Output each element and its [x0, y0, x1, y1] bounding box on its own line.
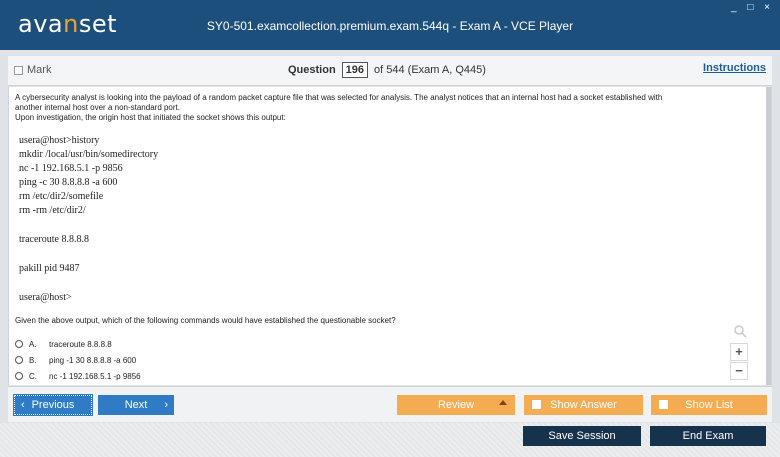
- review-label: Review: [437, 399, 475, 411]
- answer-option-a[interactable]: [15, 336, 141, 352]
- mark-checkbox-box[interactable]: [14, 66, 23, 75]
- code-line: rm -rm /etc/dir2/: [19, 205, 86, 216]
- question-line: Upon investigation, the origin host that initiated the socket shows this output:: [15, 113, 286, 122]
- code-line: nc -1 192.168.5.1 -p 9856: [19, 163, 123, 174]
- radio-button[interactable]: [15, 340, 23, 348]
- search-icon[interactable]: [733, 324, 747, 338]
- end-exam-button[interactable]: End Exam: [650, 426, 766, 446]
- question-of-total: of 544 (Exam A, Q445): [374, 64, 486, 76]
- previous-button[interactable]: [14, 395, 92, 415]
- chevron-left-icon: ‹: [21, 399, 25, 411]
- question-panel: [8, 87, 772, 385]
- code-line: mkdir /local/usr/bin/somedirectory: [19, 149, 159, 160]
- show-answer-button[interactable]: [524, 395, 643, 415]
- question-line: A cybersecurity analyst is looking into the payload of a random packet capture file that was selected for analysis. The analyst notices that an internal host had a socket established with: [15, 93, 663, 102]
- next-label: Next: [124, 399, 148, 411]
- mark-checkbox[interactable]: [14, 64, 51, 76]
- show-answer-checkbox[interactable]: [532, 400, 541, 409]
- scrollbar[interactable]: [766, 87, 771, 385]
- question-number-field[interactable]: 196: [342, 62, 368, 78]
- code-line: ping -c 30 8.8.8.8 -a 600: [19, 177, 118, 188]
- previous-label: Previous: [31, 399, 75, 411]
- show-list-checkbox[interactable]: [659, 400, 668, 409]
- code-line: rm /etc/dir2/somefile: [19, 191, 104, 202]
- question-text: [15, 93, 735, 123]
- question-header: [8, 56, 772, 86]
- radio-button[interactable]: [15, 356, 23, 364]
- show-list-label: Show List: [685, 399, 733, 411]
- code-line: traceroute 8.8.8.8: [19, 234, 89, 245]
- show-list-button[interactable]: [651, 395, 767, 415]
- avanset-logo: avanset: [18, 10, 118, 38]
- caret-up-icon: [499, 400, 507, 405]
- next-button[interactable]: [98, 395, 174, 415]
- answer-options: [15, 336, 141, 384]
- review-button[interactable]: [397, 395, 515, 415]
- chevron-right-icon: ›: [164, 399, 168, 411]
- option-letter: C.: [29, 371, 37, 381]
- scrollbar-thumb[interactable]: [766, 87, 771, 385]
- option-text: traceroute 8.8.8.8: [49, 339, 112, 349]
- question-prompt: Given the above output, which of the following commands would have established the questionable socket?: [15, 316, 396, 325]
- code-line: pakill pid 9487: [19, 263, 80, 274]
- footer-bar: [0, 423, 780, 457]
- option-text: nc -1 192.168.5.1 -p 9856: [49, 371, 141, 381]
- answer-option-c[interactable]: [15, 368, 141, 384]
- question-line: another internal host over a non-standard port.: [15, 103, 180, 112]
- radio-button[interactable]: [15, 372, 23, 380]
- title-bar: [0, 0, 780, 50]
- question-counter: [288, 62, 486, 78]
- command-output: [19, 134, 158, 305]
- option-letter: B.: [29, 355, 37, 365]
- code-line: usera@host>: [19, 292, 72, 303]
- instructions-link[interactable]: Instructions: [703, 62, 766, 74]
- show-answer-label: Show Answer: [550, 399, 617, 411]
- mark-label: Mark: [27, 64, 52, 76]
- zoom-in-button[interactable]: +: [730, 343, 748, 361]
- answer-option-b[interactable]: [15, 352, 141, 368]
- option-letter: A.: [29, 339, 37, 349]
- question-label: Question: [288, 64, 336, 76]
- window-controls[interactable]: _ □ ×: [731, 2, 774, 13]
- zoom-out-button[interactable]: −: [730, 362, 748, 380]
- save-session-button[interactable]: Save Session: [523, 426, 641, 446]
- window-title: SY0-501.examcollection.premium.exam.544q - Exam A - VCE Player: [206, 19, 574, 33]
- code-line: usera@host>history: [19, 135, 100, 146]
- navigation-bar: [8, 386, 772, 422]
- option-text: ping -1 30 8.8.8.8 -a 600: [49, 355, 137, 365]
